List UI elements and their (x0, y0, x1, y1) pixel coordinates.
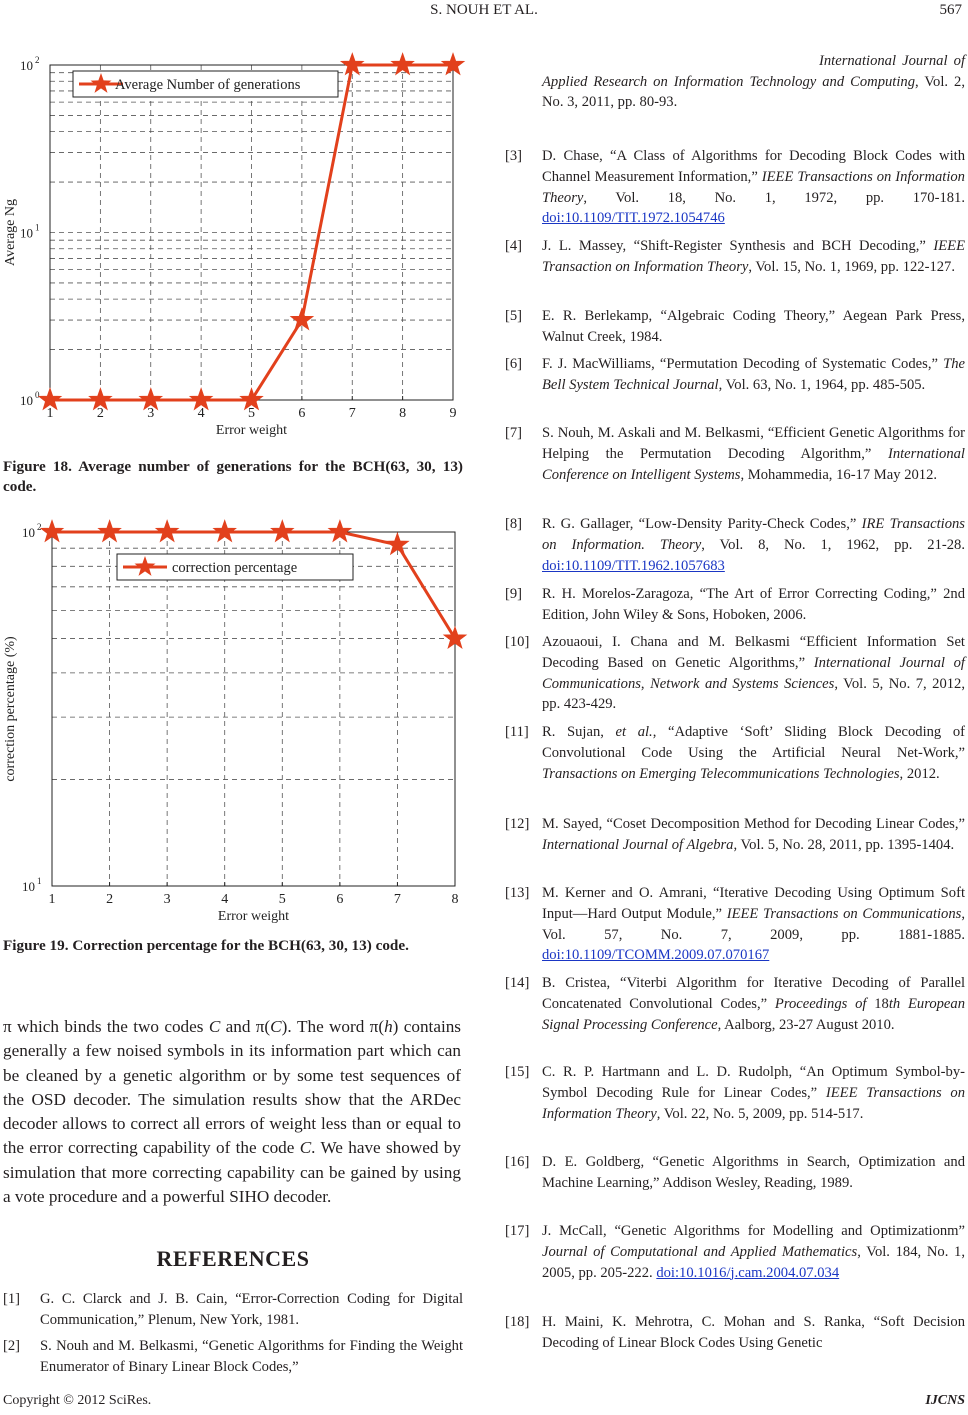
plot-frame (52, 532, 455, 886)
x-tick-label: 4 (197, 406, 205, 421)
x-tick-label: 5 (248, 406, 255, 421)
x-axis-label: Error weight (215, 423, 288, 438)
y-tick-exponent: 0 (35, 390, 40, 400)
x-tick-label: 3 (163, 892, 171, 907)
doi-link-13[interactable]: doi:10.1109/TCOMM.2009.07.070167 (542, 947, 770, 964)
running-header (0, 2, 968, 24)
y-tick-exponent: 1 (37, 876, 42, 886)
x-tick-label: 7 (348, 406, 356, 421)
x-tick-label: 7 (393, 892, 401, 907)
data-point-marker (328, 520, 351, 542)
data-point-marker (391, 53, 414, 75)
references-heading: REFERENCES (156, 1246, 310, 1271)
y-axis-label: correction percentage (%) (3, 636, 18, 782)
data-point-marker (271, 520, 294, 542)
x-tick-label: 5 (278, 892, 286, 907)
y-tick-label: 10 (22, 879, 35, 894)
x-axis-label: Error weight (217, 909, 290, 924)
y-tick-label: 10 (22, 525, 35, 540)
doi-link-17[interactable]: doi:10.1016/j.cam.2004.07.034 (656, 1264, 840, 1281)
y-tick-exponent: 1 (35, 222, 40, 233)
x-tick-label: 8 (399, 406, 407, 421)
y-tick-label: 10 (20, 225, 33, 241)
y-axis-label: Average Ng (3, 199, 18, 266)
data-point-marker (156, 520, 179, 542)
y-tick-label: 10 (20, 393, 33, 408)
conclusion-paragraph: π which binds the two codes C and π(C). The word π(h) contains generally a few noised symbols in its information part which can be cleaned by a genetic algorithm or by some test sequences of the OSD decoder. The simulation results show that the ARDec decoder allows to correct all errors of weight less than or equal to the error correcting capability of the code C. We have showed by simulation that more correcting capability can be gained by using a vote procedure and a powerful SIHO decoder. (3, 1017, 462, 1207)
x-tick-label: 6 (298, 406, 306, 421)
figure-18-chart (0, 50, 470, 445)
y-tick-label: 10 (20, 58, 33, 73)
chart-plot-group (3, 53, 464, 438)
x-tick-label: 2 (106, 892, 114, 907)
page-number: 567 (939, 2, 962, 18)
doi-link-3[interactable]: doi:10.1109/TIT.1972.1054746 (542, 210, 725, 227)
data-point-marker (213, 520, 236, 542)
x-tick-label: 1 (48, 892, 56, 907)
journal-abbrev: IJCNS (925, 1393, 965, 1408)
running-title: S. NOUH ET AL. (430, 2, 538, 18)
page-footer (3, 1393, 965, 1409)
x-tick-label: 2 (96, 406, 104, 421)
x-tick-label: 3 (147, 406, 155, 421)
y-tick-exponent: 2 (35, 55, 40, 65)
legend-label: Average Number of generations (115, 77, 301, 93)
chart-legend (73, 71, 338, 97)
y-tick-exponent: 2 (37, 522, 42, 532)
copyright-text: Copyright © 2012 SciRes. (3, 1393, 152, 1408)
x-tick-label: 1 (46, 406, 54, 421)
data-point-marker (98, 520, 121, 542)
x-tick-label: 6 (336, 892, 344, 907)
figure-18-caption: Figure 18. Average number of generations for the BCH(63, 30, 13) code. (3, 458, 463, 495)
figure-19-caption: Figure 19. Correction percentage for the BCH(63, 30, 13) code. (3, 937, 409, 954)
x-tick-label: 9 (449, 406, 457, 421)
x-tick-label: 4 (221, 892, 229, 907)
chart-plot-group (3, 520, 466, 924)
figure-19-chart (0, 518, 470, 923)
legend-label: correction percentage (172, 560, 298, 576)
doi-link-8[interactable]: doi:10.1109/TIT.1962.1057683 (542, 557, 725, 574)
chart-legend (117, 554, 353, 580)
x-tick-label: 8 (451, 892, 459, 907)
